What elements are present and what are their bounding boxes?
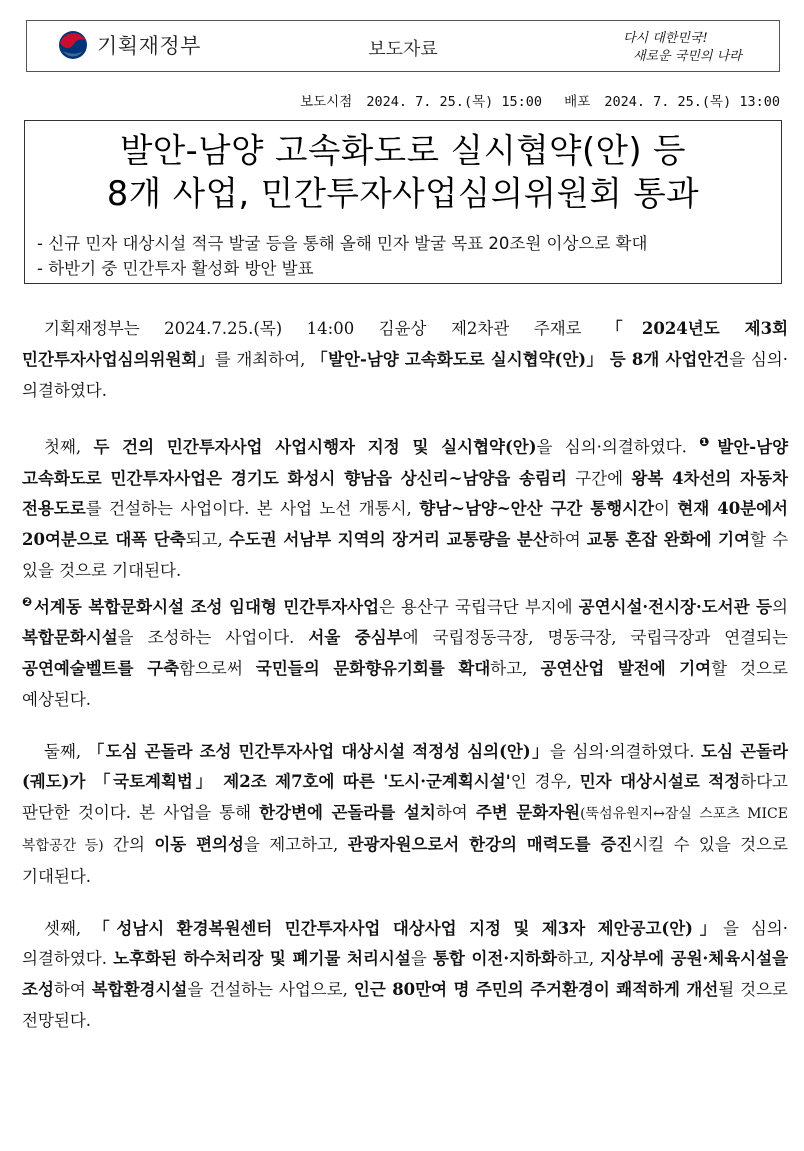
text-run: 하고, — [490, 658, 541, 678]
release-dates — [294, 90, 780, 110]
slogan-calligraphy — [619, 26, 749, 66]
text-run: 을 제고하고, — [243, 834, 348, 854]
bold-run: 서계동 복합문화시설 조성 임대형 민간투자사업 — [33, 597, 380, 617]
bold-run: 서울 중심부 — [308, 628, 403, 648]
text-run: 을 심의·의결하였다. — [536, 437, 700, 457]
bold-run: 지상부에 공원·체육시설을 조성 — [22, 949, 789, 1000]
agenda-title: 「발안-남양 고속화도로 실시협약(안)」 등 8개 사업안건 — [311, 349, 730, 369]
text-run: 할 수 있을 것으로 기대된다. — [22, 530, 789, 581]
text-run: 할 것으로 예상된다. — [22, 658, 788, 709]
paragraph-third — [22, 914, 788, 1037]
text-run: 둘째, — [44, 741, 88, 761]
bold-run: 두 건의 민간투자사업 사업시행자 지정 및 실시협약(안) — [93, 437, 537, 457]
bold-run: 인근 80만여 명 주민의 주거환경이 쾌적하게 개선 — [353, 980, 719, 1000]
bold-run: 관광자원으로서 한강의 매력도를 증진 — [347, 834, 633, 854]
paragraph-second — [22, 737, 788, 893]
text-run: 되고, — [185, 530, 229, 550]
text-run: 에 국립정동극장, 명동극장, 국립극장과 연결되는 — [402, 628, 788, 648]
headline-line-1: 발안-남양 고속화도로 실시협약(안) 등 — [119, 131, 687, 170]
text-run: 간의 — [103, 834, 155, 854]
distribution-label: 배포 — [564, 94, 591, 110]
headline-box — [24, 120, 782, 284]
subheadings — [37, 231, 647, 281]
text-run: 셋째, — [44, 918, 94, 938]
bold-run: 공연시설·전시장·도서관 등 — [578, 597, 773, 617]
bold-run: 복합환경시설 — [91, 980, 188, 1000]
marker-1: ❶ — [699, 435, 717, 450]
bold-run: 통합 이전·지하화 — [432, 949, 557, 969]
text-run: 을 건설하는 사업으로, — [187, 980, 354, 1000]
text-run: (뚝섬유원지↔잠실 스포츠 MICE 복합공간 등) — [22, 806, 788, 854]
text-run: 의 — [772, 597, 788, 617]
text-run: 를 개최하여, — [214, 349, 312, 369]
bold-run: 복합문화시설 — [22, 628, 118, 648]
text-run: 을 심의·의결하였다. — [22, 349, 788, 400]
text-run: 을 심의·의결하였다. — [22, 918, 788, 969]
text-run: 시킬 수 있을 것으로 기대된다. — [22, 834, 788, 886]
text-run: 이 — [654, 499, 678, 519]
text-run: 하여 — [53, 980, 92, 1000]
marker-2: ❷ — [22, 594, 33, 609]
text-run: 하고, — [556, 949, 601, 969]
headline — [25, 129, 781, 215]
bold-run: 주변 문화자원 — [475, 803, 581, 823]
text-run: 을 — [410, 949, 433, 969]
text-run: 함으로써 — [179, 658, 256, 678]
bold-run: 민자 대상시설로 적정 — [579, 772, 741, 792]
body-text — [22, 314, 788, 1058]
slogan-line-1: 다시 대한민국! — [623, 31, 708, 46]
release-value: 2024. 7. 25.(목) 15:00 — [366, 94, 543, 110]
text-run: 하여 — [548, 530, 587, 550]
text-run: 은 용산구 국립극단 부지에 — [379, 597, 579, 617]
bold-run: 공연산업 발전에 기여 — [540, 658, 712, 678]
bold-run: 이동 편의성 — [154, 834, 244, 854]
committee-name: 「2024년도 제3회 민간투자사업심의위원회」 — [22, 319, 789, 369]
release-label: 보도시점 — [300, 94, 353, 110]
bold-run: 한강변에 곤돌라를 설치 — [259, 803, 436, 823]
text-run: 될 것으로 전망된다. — [22, 980, 788, 1030]
bold-run: 국민들의 문화향유기회를 확대 — [255, 658, 491, 678]
bold-run: 왕복 4차선의 자동차 전용도로 — [22, 468, 789, 519]
bold-run: 향남~남양~안산 구간 통행시간 — [419, 499, 655, 519]
bold-run: 도심 곤돌라(궤도)가 「국토계획법」 제2조 제7호에 따른 '도시·군계획시설' — [22, 741, 788, 792]
bold-run: 「도심 곤돌라 조성 민간투자사업 대상시설 적정성 심의(안)」 — [87, 741, 550, 761]
text-run: 인 경우, — [510, 772, 580, 792]
bold-run: 공연예술벨트를 구축 — [22, 658, 180, 678]
text-run: 첫째, — [44, 437, 94, 457]
text-run: 을 심의·의결하였다. — [549, 741, 702, 761]
distribution-value: 2024. 7. 25.(목) 13:00 — [604, 94, 780, 110]
paragraph-intro — [22, 314, 788, 406]
bold-run: 발안-남양 고속화도로 민간투자사업은 경기도 화성시 향남읍 상신리~남양읍 송림리 — [22, 437, 789, 488]
bold-run: 노후화된 하수처리장 및 폐기물 처리시설 — [113, 949, 411, 969]
text-run: 을 조성하는 사업이다. — [117, 628, 309, 648]
header-box — [26, 20, 780, 72]
paragraph-first — [22, 427, 788, 715]
subheading-2: - 하반기 중 민간투자 활성화 방안 발표 — [37, 259, 314, 278]
slogan-line-2: 새로운 국민의 나라 — [633, 49, 742, 64]
text-run: 를 건설하는 사업이다. 본 사업 노선 개통시, — [85, 499, 420, 519]
text-run: 하다고 판단한 것이다. 본 사업을 통해 — [22, 772, 788, 823]
doc-type-label: 보도자료 — [368, 39, 438, 60]
text-run: 하여 — [435, 803, 476, 823]
ministry-name: 기획재정부 — [97, 34, 201, 58]
subheading-1: - 신규 민자 대상시설 적극 발굴 등을 통해 올해 민자 발굴 목표 20조원 이상으로 확대 — [37, 234, 648, 253]
headline-line-2: 8개 사업, 민간투자사업심의위원회 통과 — [106, 174, 700, 213]
bold-run: 현재 40분에서 20여분으로 대폭 단축 — [22, 499, 788, 550]
text-run: 구간에 — [566, 468, 632, 488]
bold-run: 「성남시 환경복원센터 민간투자사업 대상사업 지정 및 제3자 제안공고(안)」 — [93, 918, 723, 938]
text-run: 기획재정부는 2024.7.25.(목) 14:00 김윤상 제2차관 주재로 — [44, 319, 607, 338]
bold-run: 수도권 서남부 지역의 장거리 교통량을 분산 — [228, 530, 549, 550]
bold-run: 교통 혼잡 완화에 기여 — [586, 530, 751, 550]
